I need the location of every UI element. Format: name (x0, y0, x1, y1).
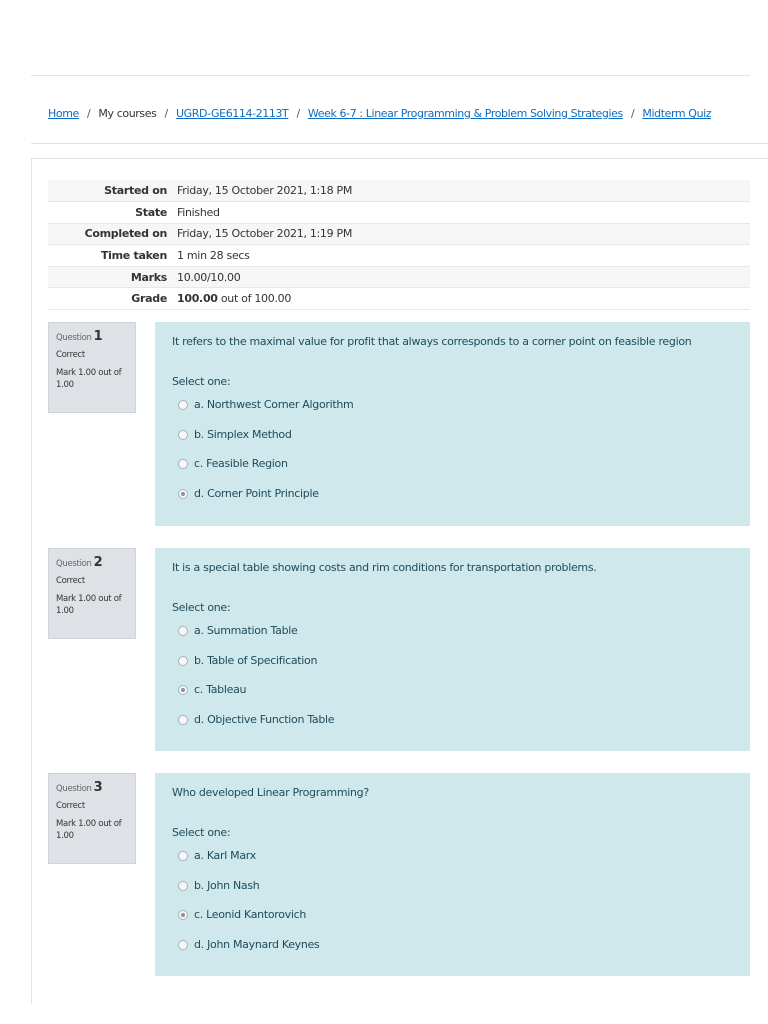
breadcrumb-quiz-link[interactable]: Midterm Quiz (642, 107, 712, 120)
question-content-3 (155, 773, 750, 976)
summary-row (48, 202, 750, 224)
radio-icon[interactable] (178, 626, 188, 636)
radio-icon[interactable] (178, 400, 188, 410)
question-grade: Mark 1.00 out of 1.00 (56, 368, 122, 390)
radio-icon[interactable] (178, 459, 188, 469)
summary-value: 1 min 28 secs (172, 245, 750, 267)
select-one-prompt: Select one: (172, 826, 231, 839)
question-label: Question (56, 559, 92, 569)
summary-label: Grade (48, 288, 172, 310)
breadcrumb-separator: / (164, 107, 168, 120)
breadcrumb-week-link[interactable]: Week 6-7 : Linear Programming & Problem Solving Strategies (307, 107, 623, 120)
summary-label: Marks (48, 266, 172, 288)
question-text: It is a special table showing costs and rim conditions for transportation problems. (172, 561, 597, 574)
option-label: c. Leonid Kantorovich (194, 908, 307, 921)
summary-value: Friday, 15 October 2021, 1:19 PM (172, 223, 750, 245)
question-content-2 (155, 548, 750, 751)
select-one-prompt: Select one: (172, 375, 231, 388)
radio-icon[interactable] (178, 715, 188, 725)
answer-option[interactable] (178, 937, 319, 953)
question-text: It refers to the maximal value for profit that always corresponds to a corner point on feasible region (172, 335, 692, 348)
answer-option[interactable] (178, 653, 317, 669)
option-label: d. Objective Function Table (194, 713, 335, 726)
summary-value: 10.00/10.00 (172, 266, 750, 288)
grade-value: 100.00 (177, 292, 218, 306)
answer-option[interactable] (178, 878, 259, 894)
answer-option[interactable] (178, 623, 297, 639)
breadcrumb-separator: / (87, 107, 91, 120)
attempt-summary-table (48, 180, 750, 310)
summary-label: Time taken (48, 245, 172, 267)
question-number: 1 (93, 329, 103, 344)
answer-option-selected[interactable] (178, 682, 246, 698)
option-label: a. Summation Table (194, 624, 298, 637)
summary-row (48, 245, 750, 267)
option-label: c. Tableau (194, 683, 247, 696)
question-info-2 (48, 548, 136, 639)
option-label: c. Feasible Region (194, 457, 288, 470)
question-state: Correct (56, 350, 85, 360)
question-grade: Mark 1.00 out of 1.00 (56, 819, 122, 841)
question-grade: Mark 1.00 out of 1.00 (56, 594, 122, 616)
question-info-1 (48, 322, 136, 413)
option-label: b. Simplex Method (194, 428, 292, 441)
summary-row (48, 288, 750, 310)
radio-checked-icon[interactable] (178, 910, 188, 920)
question-text: Who developed Linear Programming? (172, 786, 369, 799)
option-label: a. Northwest Corner Algorithm (194, 398, 354, 411)
radio-icon[interactable] (178, 851, 188, 861)
answer-option-selected[interactable] (178, 907, 306, 923)
summary-value (172, 288, 750, 310)
answer-option[interactable] (178, 397, 353, 413)
summary-label: Completed on (48, 223, 172, 245)
summary-label: State (48, 202, 172, 224)
question-state: Correct (56, 801, 85, 811)
option-label: d. John Maynard Keynes (194, 938, 320, 951)
radio-icon[interactable] (178, 940, 188, 950)
breadcrumb-card (31, 76, 768, 144)
question-state: Correct (56, 576, 85, 586)
radio-icon[interactable] (178, 881, 188, 891)
answer-option[interactable] (178, 848, 256, 864)
question-content-1 (155, 322, 750, 526)
grade-out-of: out of 100.00 (217, 292, 292, 306)
breadcrumb-home-link[interactable]: Home (48, 107, 79, 120)
breadcrumb (48, 107, 750, 120)
answer-option[interactable] (178, 456, 288, 472)
option-label: d. Corner Point Principle (194, 487, 319, 500)
question-info-3 (48, 773, 136, 864)
breadcrumb-separator: / (630, 107, 635, 120)
answer-option-selected[interactable] (178, 486, 319, 502)
radio-icon[interactable] (178, 656, 188, 666)
question-label: Question (56, 333, 92, 343)
answer-option[interactable] (178, 712, 334, 728)
summary-value: Friday, 15 October 2021, 1:18 PM (172, 180, 750, 202)
breadcrumb-separator: / (296, 107, 300, 120)
option-label: b. John Nash (194, 879, 260, 892)
select-one-prompt: Select one: (172, 601, 231, 614)
answer-option[interactable] (178, 427, 292, 443)
question-label: Question (56, 784, 92, 794)
radio-checked-icon[interactable] (178, 489, 188, 499)
radio-icon[interactable] (178, 430, 188, 440)
option-label: b. Table of Specification (194, 654, 318, 667)
summary-label: Started on (48, 180, 172, 202)
breadcrumb-course-link[interactable]: UGRD-GE6114-2113T (175, 107, 289, 120)
summary-row (48, 266, 750, 288)
radio-checked-icon[interactable] (178, 685, 188, 695)
summary-value: Finished (172, 202, 750, 224)
question-number: 3 (93, 780, 103, 795)
breadcrumb-my-courses: My courses (98, 107, 157, 120)
summary-row (48, 180, 750, 202)
option-label: a. Karl Marx (194, 849, 256, 862)
question-number: 2 (93, 555, 103, 570)
summary-row (48, 223, 750, 245)
